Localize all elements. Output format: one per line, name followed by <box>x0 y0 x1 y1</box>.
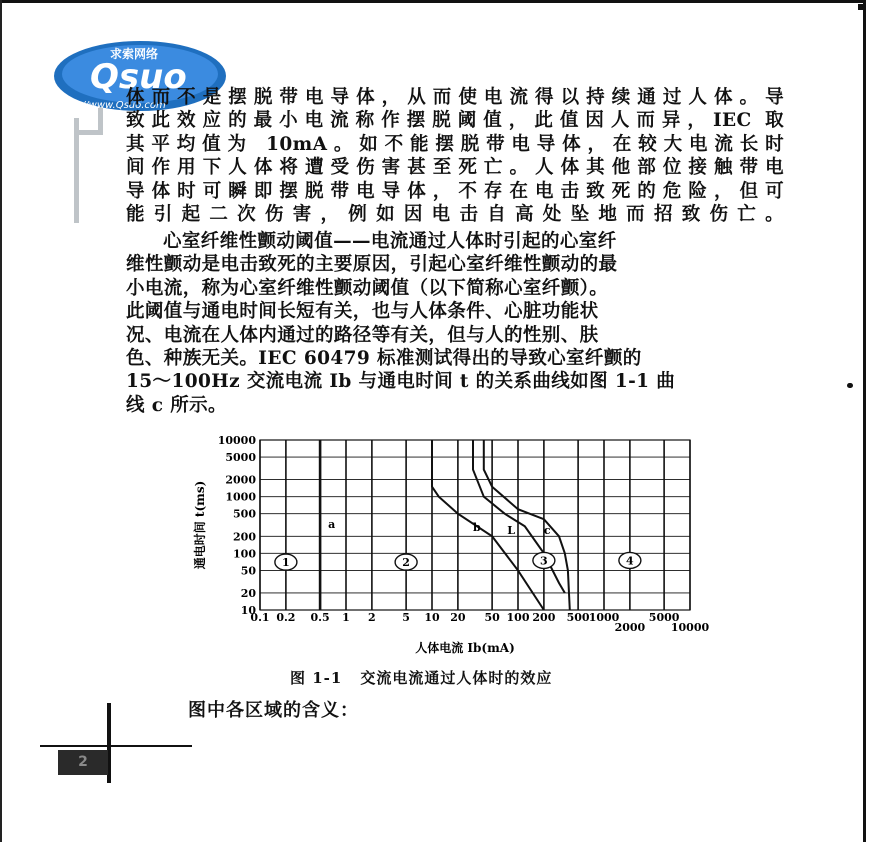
x-tick-label: 2 <box>368 611 376 624</box>
paragraph-2 <box>126 230 784 417</box>
x-tick-label: 1000 <box>588 611 620 624</box>
text-line: 此阈值与通电时间长短有关，也与人体条件、心脏功能状 <box>126 301 599 323</box>
text-line: 线 c 所示。 <box>126 394 227 416</box>
x-axis-label: 人体电流 Ib(mA) <box>415 641 515 654</box>
y-tick-label: 200 <box>233 530 256 544</box>
y-tick-label: 2000 <box>225 473 256 487</box>
page-top-border <box>0 0 866 3</box>
curve-b <box>432 440 544 610</box>
x-tick-label: 100 <box>506 611 530 624</box>
margin-dot <box>847 383 853 388</box>
figure-1-1-chart <box>190 432 730 654</box>
x-tick-label: 1 <box>342 611 350 624</box>
text-line: 能引起二次伤害，例如因电击自高处坠地而招致伤亡。 <box>126 204 784 226</box>
text-line: 体而不是摆脱带电导体，从而使电流得以持续通过人体。导 <box>126 87 784 108</box>
watermark-brand-cn: 求索网络 <box>110 47 159 61</box>
x-tick-label: 200 <box>532 611 556 624</box>
figure-number: 图 1-1 <box>290 669 343 687</box>
text-line: 小电流，称为心室纤维性颤动阈值（以下简称心室纤颤）。 <box>126 277 609 299</box>
decorative-bracket-bar <box>74 130 103 135</box>
page-left-border <box>0 0 2 842</box>
crop-mark-horizontal <box>40 745 192 747</box>
text-line: 致此效应的最小电流称作摆脱阈值，此值因人而异，IEC 取 <box>126 110 784 132</box>
curve-label: c <box>543 523 551 537</box>
y-tick-label: 10 <box>240 604 256 617</box>
figure-caption-text: 交流电流通过人体时的效应 <box>360 669 553 687</box>
x-tick-label: 10 <box>424 611 440 624</box>
text-line: 导体时可瞬即摆脱带电导体，不存在电击致死的危险，但可 <box>126 180 784 202</box>
text-line: 维性颤动是电击致死的主要原因，引起心室纤维性颤动的最 <box>126 254 618 276</box>
curve-label: L <box>507 523 515 537</box>
page-right-border <box>863 0 866 842</box>
zone-label: 4 <box>626 554 634 568</box>
y-tick-label: 500 <box>233 507 256 521</box>
y-tick-label: 10000 <box>217 434 256 447</box>
text-line: 其平均值为 10mA。如不能摆脱带电导体，在较大电流长时 <box>126 133 784 155</box>
page-number: 2 <box>78 754 88 770</box>
y-tick-label: 50 <box>240 564 256 578</box>
y-tick-label: 5000 <box>225 451 256 465</box>
y-tick-label: 100 <box>233 547 256 561</box>
section-heading: 图中各区域的含义： <box>188 700 359 721</box>
zone-label: 3 <box>540 554 548 568</box>
text-line: 心室纤维性颤动阈值——电流通过人体时引起的心室纤 <box>163 231 617 252</box>
curve-label: a <box>328 517 336 531</box>
x-tick-label: 5 <box>402 611 410 624</box>
figure-caption <box>290 667 552 688</box>
watermark-url: http://www.Qsuo.com <box>58 100 166 111</box>
y-tick-label: 1000 <box>225 490 256 504</box>
x-tick-label: 0.1 <box>250 611 270 624</box>
y-axis-label: 通电时间 t(ms) <box>193 480 207 570</box>
x-tick-label: 20 <box>450 611 466 624</box>
x-tick-label: 0.2 <box>276 611 296 624</box>
x-tick-label: 5000 <box>648 611 680 624</box>
text-line: 色、种族无关。IEC 60479 标准测试得出的导致心室纤颤的 <box>126 348 642 370</box>
text-line: 况、电流在人体内通过的路径等有关，但与人的性别、肤 <box>126 324 599 346</box>
x-tick-label: 500 <box>566 611 590 624</box>
x-tick-label: 0.5 <box>310 611 330 624</box>
zone-label: 1 <box>282 556 290 570</box>
x-tick-label: 50 <box>484 611 500 624</box>
x-tick-label: 2000 <box>614 621 646 634</box>
paragraph-1 <box>126 86 784 226</box>
zone-label: 2 <box>402 556 410 570</box>
x-tick-label: 10000 <box>670 621 710 634</box>
corner-mark <box>858 4 864 10</box>
watermark-brand: Qsuo <box>90 57 187 97</box>
curve-label: b <box>473 520 481 534</box>
text-line: 间作用下人体将遭受伤害甚至死亡。人体其他部位接触带电 <box>126 157 784 179</box>
text-line: 15～100Hz 交流电流 Ib 与通电时间 t 的关系曲线如图 1-1 曲 <box>126 371 676 393</box>
y-tick-label: 20 <box>240 586 256 600</box>
